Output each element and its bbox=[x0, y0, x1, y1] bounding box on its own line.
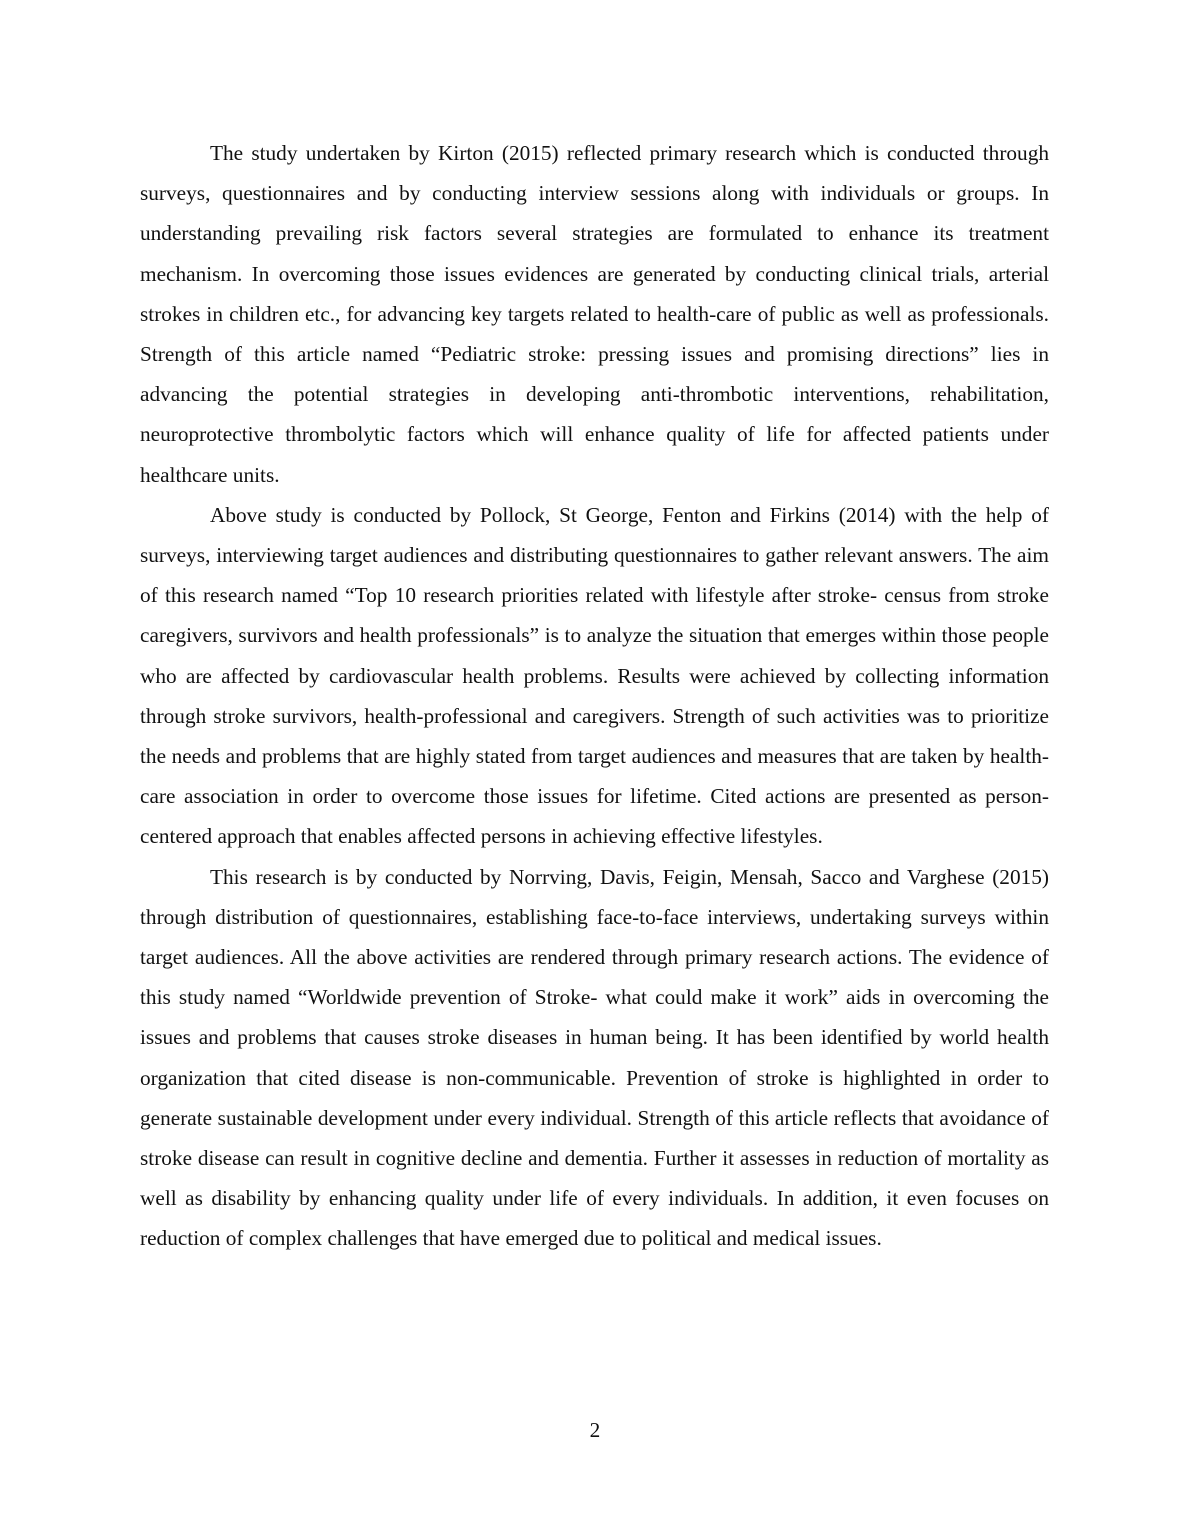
page-number: 2 bbox=[589, 1418, 601, 1442]
paragraph-norrving-study: This research is by conducted by Norrving, Davis, Feigin, Mensah, Sacco and Varghese (2015) through distribution of questionnaires, establishing face-to-face interviews, undertaking surveys within target audiences. All the above activities are rendered through primary research actions. The evidence of this study named “Worldwide prevention of Stroke- what could make it work” aids in overcoming the issues and problems that causes stroke diseases in human being. It has been identified by world health organization that cited disease is non-communicable. Prevention of stroke is highlighted in order to generate sustainable development under every individual. Strength of this article reflects that avoidance of stroke disease can result in cognitive decline and dementia. Further it assesses in reduction of mortality as well as disability by enhancing quality under life of every individuals. In addition, it even focuses on reduction of complex challenges that have emerged due to political and medical issues. bbox=[140, 864, 1049, 1251]
paragraph-kirton-study: The study undertaken by Kirton (2015) reflected primary research which is conducted through surveys, questionnaires and by conducting interview sessions along with individuals or groups. In understanding prevailing risk factors several strategies are formulated to enhance its treatment mechanism. In overcoming those issues evidences are generated by conducting clinical trials, arterial strokes in children etc., for advancing key targets related to health-care of public as well as professionals. Strength of this article named “Pediatric stroke: pressing issues and promising directions” lies in advancing the potential strategies in developing anti-thrombotic interventions, rehabilitation, neuroprotective thrombolytic factors which will enhance quality of life for affected patients under healthcare units. bbox=[140, 141, 1049, 487]
paragraph-pollock-study: Above study is conducted by Pollock, St George, Fenton and Firkins (2014) with the help of surveys, interviewing target audiences and distributing questionnaires to gather relevant answers. The aim of this research named “Top 10 research priorities related with lifestyle after stroke- census from stroke caregivers, survivors and health professionals” is to analyze the situation that emerges within those people who are affected by cardiovascular health problems. Results were achieved by collecting information through stroke survivors, health-professional and caregivers. Strength of such activities was to prioritize the needs and problems that are highly stated from target audiences and measures that are taken by health-care association in order to overcome those issues for lifetime. Cited actions are presented as person-centered approach that enables affected persons in achieving effective lifestyles. bbox=[140, 502, 1049, 849]
body-text bbox=[140, 133, 1049, 1259]
